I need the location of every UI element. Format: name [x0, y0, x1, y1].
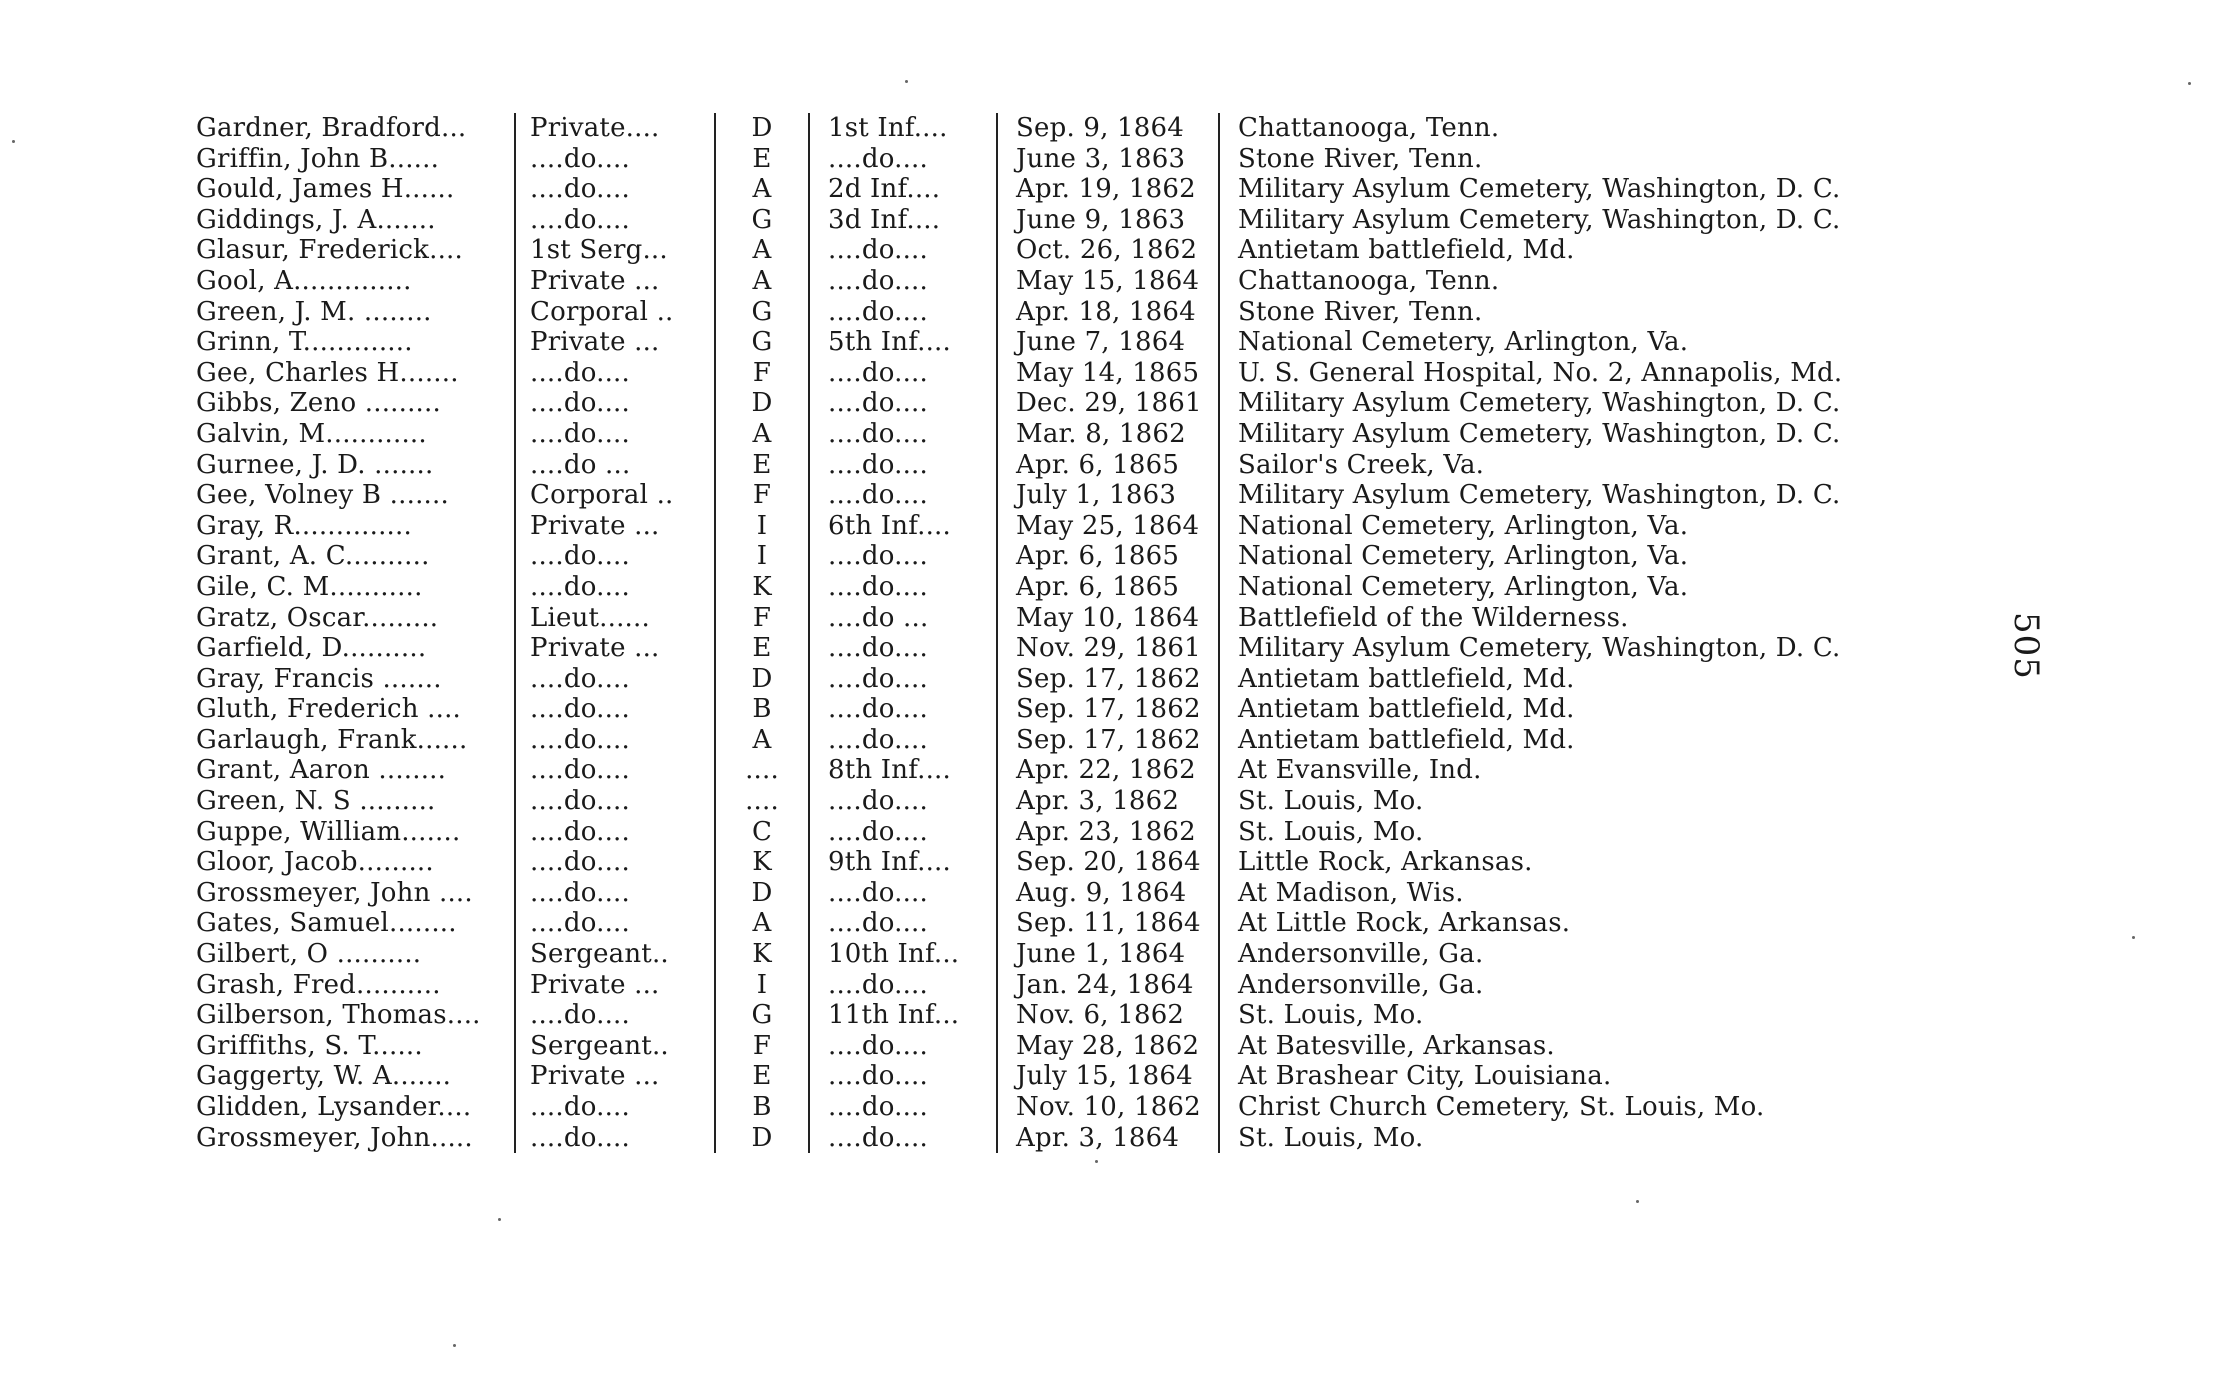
rank-cell: ....do....: [515, 541, 715, 572]
table-row: [196, 205, 1842, 236]
table-row: [196, 633, 1842, 664]
register-body: [196, 113, 1842, 1153]
place-of-burial-cell: National Cemetery, Arlington, Va.: [1219, 511, 1842, 542]
rank-cell: ....do ...: [515, 450, 715, 481]
rank-cell: ....do....: [515, 755, 715, 786]
soldier-name-cell: Grant, Aaron ........: [196, 755, 447, 786]
paper-speck: [1636, 1200, 1639, 1203]
soldier-name-cell: Gibbs, Zeno .........: [196, 388, 441, 419]
place-of-burial-cell: National Cemetery, Arlington, Va.: [1219, 327, 1842, 358]
date-of-death-cell: Sep. 17, 1862: [997, 725, 1219, 756]
place-of-burial-cell: Little Rock, Arkansas.: [1219, 847, 1842, 878]
rank-cell: ....do....: [515, 572, 715, 603]
date-of-death-cell: Nov. 29, 1861: [997, 633, 1219, 664]
company-cell: D: [715, 878, 809, 909]
regiment-cell: ....do....: [809, 388, 997, 419]
table-row: [196, 1031, 1842, 1062]
soldier-name-cell: Gaggerty, W. A.......: [196, 1061, 452, 1092]
company-cell: K: [715, 847, 809, 878]
date-of-death-cell: Oct. 26, 1862: [997, 235, 1219, 266]
regiment-cell: ....do....: [809, 633, 997, 664]
regiment-cell: 3d Inf....: [809, 205, 997, 236]
soldier-name-cell: Gee, Charles H.......: [196, 357, 459, 388]
regiment-cell: ....do....: [809, 817, 997, 848]
rank-cell: ....do....: [515, 664, 715, 695]
table-row: [196, 694, 1842, 725]
rank-cell: ....do....: [515, 1123, 715, 1154]
place-of-burial-cell: Stone River, Tenn.: [1219, 297, 1842, 328]
paper-speck: [905, 80, 908, 83]
regiment-cell: ....do....: [809, 419, 997, 450]
rank-cell: ....do....: [515, 786, 715, 817]
company-cell: A: [715, 908, 809, 939]
date-of-death-cell: Aug. 9, 1864: [997, 878, 1219, 909]
regiment-cell: ....do ...: [809, 603, 997, 634]
date-of-death-cell: Dec. 29, 1861: [997, 388, 1219, 419]
company-cell: K: [715, 939, 809, 970]
regiment-cell: ....do....: [809, 266, 997, 297]
table-row: [196, 1092, 1842, 1123]
company-cell: D: [715, 1123, 809, 1154]
regiment-cell: 9th Inf....: [809, 847, 997, 878]
soldier-name-cell: Gould, James H......: [196, 174, 455, 205]
table-row: [196, 358, 1842, 389]
table-row: [196, 786, 1842, 817]
place-of-burial-cell: Battlefield of the Wilderness.: [1219, 603, 1842, 634]
table-row: [196, 1061, 1842, 1092]
regiment-cell: 8th Inf....: [809, 755, 997, 786]
soldier-name-cell: Garfield, D..........: [196, 633, 427, 664]
rank-cell: ....do....: [515, 878, 715, 909]
rank-cell: ....do....: [515, 725, 715, 756]
table-row: [196, 144, 1842, 175]
regiment-cell: ....do....: [809, 358, 997, 389]
table-row: [196, 908, 1842, 939]
paper-speck: [1095, 1160, 1098, 1163]
soldier-name-cell: Grinn, T.............: [196, 327, 413, 358]
rank-cell: ....do....: [515, 817, 715, 848]
company-cell: G: [715, 205, 809, 236]
regiment-cell: 1st Inf....: [809, 113, 997, 144]
soldier-name-cell: Griffin, John B......: [196, 143, 440, 174]
place-of-burial-cell: St. Louis, Mo.: [1219, 1000, 1842, 1031]
regiment-cell: ....do....: [809, 786, 997, 817]
date-of-death-cell: Jan. 24, 1864: [997, 970, 1219, 1001]
date-of-death-cell: June 9, 1863: [997, 205, 1219, 236]
date-of-death-cell: Apr. 3, 1864: [997, 1123, 1219, 1154]
table-row: [196, 235, 1842, 266]
rank-cell: Sergeant..: [515, 1031, 715, 1062]
place-of-burial-cell: At Evansville, Ind.: [1219, 755, 1842, 786]
regiment-cell: ....do....: [809, 725, 997, 756]
regiment-cell: ....do....: [809, 1061, 997, 1092]
soldier-name-cell: Gratz, Oscar.........: [196, 602, 439, 633]
rank-cell: ....do....: [515, 419, 715, 450]
soldier-name-cell: Green, N. S .........: [196, 786, 436, 817]
place-of-burial-cell: U. S. General Hospital, No. 2, Annapolis, Md.: [1219, 358, 1842, 389]
date-of-death-cell: Apr. 23, 1862: [997, 817, 1219, 848]
rank-cell: Private ...: [515, 1061, 715, 1092]
table-row: [196, 327, 1842, 358]
date-of-death-cell: May 25, 1864: [997, 511, 1219, 542]
place-of-burial-cell: Antietam battlefield, Md.: [1219, 725, 1842, 756]
place-of-burial-cell: Military Asylum Cemetery, Washington, D. C.: [1219, 205, 1842, 236]
soldier-name-cell: Grossmeyer, John.....: [196, 1122, 473, 1153]
company-cell: I: [715, 511, 809, 542]
place-of-burial-cell: St. Louis, Mo.: [1219, 1123, 1842, 1154]
table-row: [196, 1123, 1842, 1154]
date-of-death-cell: May 15, 1864: [997, 266, 1219, 297]
place-of-burial-cell: St. Louis, Mo.: [1219, 817, 1842, 848]
table-row: [196, 388, 1842, 419]
place-of-burial-cell: Andersonville, Ga.: [1219, 970, 1842, 1001]
place-of-burial-cell: Antietam battlefield, Md.: [1219, 694, 1842, 725]
rank-cell: Private ...: [515, 633, 715, 664]
rank-cell: ....do....: [515, 144, 715, 175]
company-cell: E: [715, 1061, 809, 1092]
rank-cell: Corporal ..: [515, 480, 715, 511]
regiment-cell: 10th Inf...: [809, 939, 997, 970]
place-of-burial-cell: Military Asylum Cemetery, Washington, D. C.: [1219, 633, 1842, 664]
company-cell: G: [715, 297, 809, 328]
table-row: [196, 480, 1842, 511]
company-cell: K: [715, 572, 809, 603]
rank-cell: Private ...: [515, 970, 715, 1001]
table-row: [196, 297, 1842, 328]
table-row: [196, 878, 1842, 909]
soldier-name-cell: Gool, A..............: [196, 265, 412, 296]
place-of-burial-cell: At Little Rock, Arkansas.: [1219, 908, 1842, 939]
company-cell: D: [715, 664, 809, 695]
regiment-cell: 6th Inf....: [809, 511, 997, 542]
place-of-burial-cell: Andersonville, Ga.: [1219, 939, 1842, 970]
table-row: [196, 266, 1842, 297]
table-row: [196, 511, 1842, 542]
date-of-death-cell: Apr. 18, 1864: [997, 297, 1219, 328]
table-row: [196, 970, 1842, 1001]
place-of-burial-cell: Military Asylum Cemetery, Washington, D. C.: [1219, 174, 1842, 205]
place-of-burial-cell: National Cemetery, Arlington, Va.: [1219, 541, 1842, 572]
company-cell: B: [715, 1092, 809, 1123]
place-of-burial-cell: Military Asylum Cemetery, Washington, D. C.: [1219, 388, 1842, 419]
date-of-death-cell: Apr. 22, 1862: [997, 755, 1219, 786]
date-of-death-cell: July 15, 1864: [997, 1061, 1219, 1092]
rank-cell: ....do....: [515, 174, 715, 205]
date-of-death-cell: Apr. 6, 1865: [997, 572, 1219, 603]
rank-cell: ....do....: [515, 908, 715, 939]
regiment-cell: 11th Inf...: [809, 1000, 997, 1031]
date-of-death-cell: June 7, 1864: [997, 327, 1219, 358]
place-of-burial-cell: National Cemetery, Arlington, Va.: [1219, 572, 1842, 603]
regiment-cell: 2d Inf....: [809, 174, 997, 205]
company-cell: G: [715, 327, 809, 358]
rank-cell: ....do....: [515, 205, 715, 236]
company-cell: F: [715, 480, 809, 511]
table-row: [196, 817, 1842, 848]
company-cell: A: [715, 266, 809, 297]
company-cell: D: [715, 113, 809, 144]
place-of-burial-cell: Stone River, Tenn.: [1219, 144, 1842, 175]
date-of-death-cell: Apr. 6, 1865: [997, 541, 1219, 572]
place-of-burial-cell: At Batesville, Arkansas.: [1219, 1031, 1842, 1062]
company-cell: G: [715, 1000, 809, 1031]
soldier-name-cell: Gilbert, O ..........: [196, 939, 422, 970]
regiment-cell: ....do....: [809, 480, 997, 511]
place-of-burial-cell: Military Asylum Cemetery, Washington, D. C.: [1219, 480, 1842, 511]
regiment-cell: ....do....: [809, 878, 997, 909]
place-of-burial-cell: St. Louis, Mo.: [1219, 786, 1842, 817]
company-cell: E: [715, 144, 809, 175]
company-cell: F: [715, 358, 809, 389]
company-cell: D: [715, 388, 809, 419]
soldier-name-cell: Gloor, Jacob.........: [196, 847, 434, 878]
soldier-name-cell: Green, J. M. ........: [196, 296, 432, 327]
rank-cell: Private ...: [515, 327, 715, 358]
paper-speck: [2188, 82, 2191, 85]
regiment-cell: ....do....: [809, 235, 997, 266]
rank-cell: ....do....: [515, 694, 715, 725]
soldier-name-cell: Grossmeyer, John ....: [196, 877, 473, 908]
rank-cell: ....do....: [515, 1000, 715, 1031]
soldier-name-cell: Gilberson, Thomas....: [196, 1000, 481, 1031]
regiment-cell: ....do....: [809, 144, 997, 175]
regiment-cell: ....do....: [809, 1031, 997, 1062]
paper-speck: [453, 1344, 456, 1347]
regiment-cell: ....do....: [809, 1123, 997, 1154]
place-of-burial-cell: Military Asylum Cemetery, Washington, D. C.: [1219, 419, 1842, 450]
regiment-cell: ....do....: [809, 297, 997, 328]
burial-register-table: [196, 113, 1842, 1153]
rank-cell: Lieut......: [515, 603, 715, 634]
table-row: [196, 419, 1842, 450]
regiment-cell: ....do....: [809, 541, 997, 572]
rank-cell: ....do....: [515, 388, 715, 419]
soldier-name-cell: Gates, Samuel........: [196, 908, 457, 939]
regiment-cell: ....do....: [809, 664, 997, 695]
date-of-death-cell: Apr. 19, 1862: [997, 174, 1219, 205]
date-of-death-cell: Sep. 9, 1864: [997, 113, 1219, 144]
soldier-name-cell: Gee, Volney B .......: [196, 480, 449, 511]
regiment-cell: ....do....: [809, 572, 997, 603]
table-row: [196, 572, 1842, 603]
soldier-name-cell: Griffiths, S. T......: [196, 1030, 423, 1061]
soldier-name-cell: Giddings, J. A.......: [196, 204, 436, 235]
table-row: [196, 603, 1842, 634]
company-cell: A: [715, 419, 809, 450]
date-of-death-cell: Apr. 6, 1865: [997, 450, 1219, 481]
table-row: [196, 755, 1842, 786]
place-of-burial-cell: Sailor's Creek, Va.: [1219, 450, 1842, 481]
date-of-death-cell: May 10, 1864: [997, 603, 1219, 634]
rank-cell: 1st Serg...: [515, 235, 715, 266]
table-row: [196, 939, 1842, 970]
soldier-name-cell: Galvin, M............: [196, 418, 427, 449]
regiment-cell: ....do....: [809, 908, 997, 939]
rank-cell: Corporal ..: [515, 297, 715, 328]
regiment-cell: ....do....: [809, 970, 997, 1001]
company-cell: I: [715, 541, 809, 572]
page-number: 505: [2006, 612, 2046, 680]
date-of-death-cell: July 1, 1863: [997, 480, 1219, 511]
company-cell: F: [715, 1031, 809, 1062]
company-cell: F: [715, 603, 809, 634]
company-cell: C: [715, 817, 809, 848]
company-cell: A: [715, 235, 809, 266]
table-row: [196, 174, 1842, 205]
company-cell: E: [715, 450, 809, 481]
regiment-cell: ....do....: [809, 694, 997, 725]
rank-cell: ....do....: [515, 1092, 715, 1123]
soldier-name-cell: Gile, C. M...........: [196, 571, 423, 602]
company-cell: ....: [715, 786, 809, 817]
company-cell: E: [715, 633, 809, 664]
rank-cell: ....do....: [515, 358, 715, 389]
company-cell: ....: [715, 755, 809, 786]
date-of-death-cell: Nov. 10, 1862: [997, 1092, 1219, 1123]
soldier-name-cell: Gray, R..............: [196, 510, 412, 541]
rank-cell: Private ...: [515, 511, 715, 542]
paper-speck: [12, 140, 15, 143]
place-of-burial-cell: Antietam battlefield, Md.: [1219, 664, 1842, 695]
soldier-name-cell: Gurnee, J. D. .......: [196, 449, 434, 480]
place-of-burial-cell: Christ Church Cemetery, St. Louis, Mo.: [1219, 1092, 1842, 1123]
date-of-death-cell: June 3, 1863: [997, 144, 1219, 175]
table-row: [196, 450, 1842, 481]
table-row: [196, 1000, 1842, 1031]
place-of-burial-cell: Chattanooga, Tenn.: [1219, 266, 1842, 297]
table-row: [196, 541, 1842, 572]
company-cell: A: [715, 725, 809, 756]
soldier-name-cell: Grash, Fred..........: [196, 969, 441, 1000]
table-row: [196, 113, 1842, 144]
place-of-burial-cell: Antietam battlefield, Md.: [1219, 235, 1842, 266]
rank-cell: Private ...: [515, 266, 715, 297]
soldier-name-cell: Glasur, Frederick....: [196, 235, 463, 266]
paper-speck: [2132, 936, 2135, 939]
soldier-name-cell: Garlaugh, Frank......: [196, 724, 468, 755]
company-cell: A: [715, 174, 809, 205]
table-row: [196, 725, 1842, 756]
soldier-name-cell: Gray, Francis .......: [196, 663, 442, 694]
company-cell: B: [715, 694, 809, 725]
date-of-death-cell: May 14, 1865: [997, 358, 1219, 389]
date-of-death-cell: May 28, 1862: [997, 1031, 1219, 1062]
regiment-cell: ....do....: [809, 1092, 997, 1123]
rank-cell: Private....: [515, 113, 715, 144]
table-row: [196, 847, 1842, 878]
rank-cell: ....do....: [515, 847, 715, 878]
regiment-cell: ....do....: [809, 450, 997, 481]
date-of-death-cell: Nov. 6, 1862: [997, 1000, 1219, 1031]
paper-speck: [498, 1218, 501, 1221]
soldier-name-cell: Gluth, Frederich ....: [196, 694, 462, 725]
rank-cell: Sergeant..: [515, 939, 715, 970]
company-cell: I: [715, 970, 809, 1001]
date-of-death-cell: Sep. 11, 1864: [997, 908, 1219, 939]
place-of-burial-cell: Chattanooga, Tenn.: [1219, 113, 1842, 144]
date-of-death-cell: Mar. 8, 1862: [997, 419, 1219, 450]
date-of-death-cell: Sep. 17, 1862: [997, 664, 1219, 695]
table-row: [196, 664, 1842, 695]
regiment-cell: 5th Inf....: [809, 327, 997, 358]
date-of-death-cell: Sep. 17, 1862: [997, 694, 1219, 725]
date-of-death-cell: Sep. 20, 1864: [997, 847, 1219, 878]
place-of-burial-cell: At Madison, Wis.: [1219, 878, 1842, 909]
date-of-death-cell: Apr. 3, 1862: [997, 786, 1219, 817]
soldier-name-cell: Gardner, Bradford...: [196, 113, 467, 143]
soldier-name-cell: Glidden, Lysander....: [196, 1092, 472, 1122]
date-of-death-cell: June 1, 1864: [997, 939, 1219, 970]
soldier-name-cell: Guppe, William.......: [196, 816, 461, 847]
soldier-name-cell: Grant, A. C..........: [196, 541, 430, 572]
place-of-burial-cell: At Brashear City, Louisiana.: [1219, 1061, 1842, 1092]
